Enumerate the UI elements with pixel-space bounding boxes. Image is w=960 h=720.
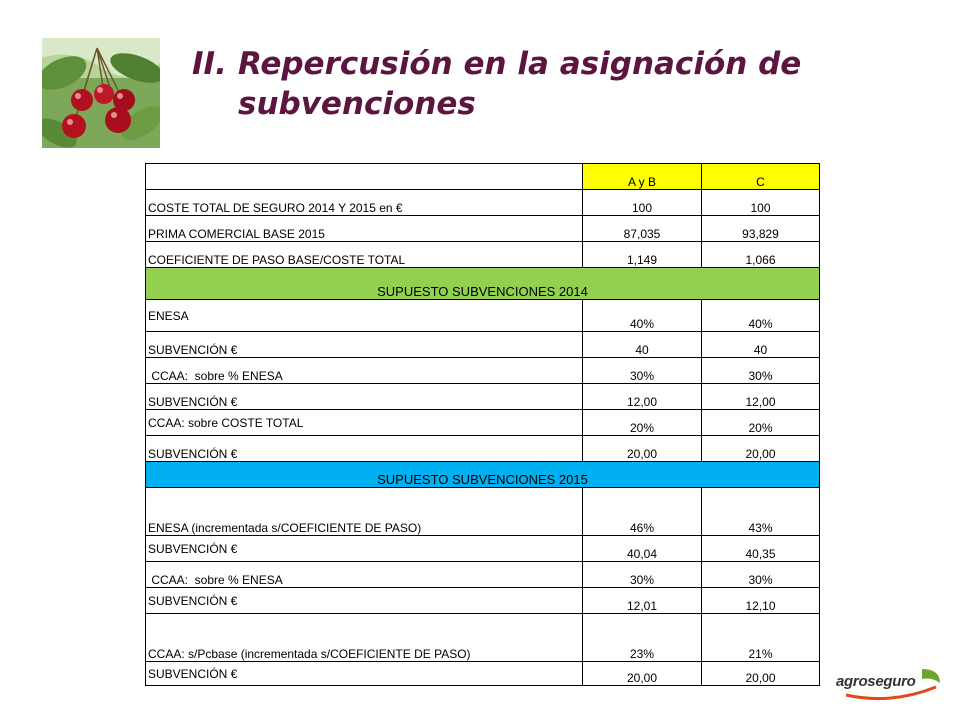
value-c: 30% <box>702 562 820 588</box>
value-c: 100 <box>702 190 820 216</box>
table-row <box>146 384 820 410</box>
value-ab: 23% <box>583 614 702 662</box>
value-c: 93,829 <box>702 216 820 242</box>
title-line-1: Repercusión en la asignación de <box>238 46 802 82</box>
table-row <box>146 410 820 436</box>
table-row <box>146 300 820 332</box>
value-ab: 40% <box>583 300 702 332</box>
section-label-2014: SUPUESTO SUBVENCIONES 2014 <box>146 268 820 300</box>
title-line-2: subvenciones <box>238 86 476 122</box>
row-label: PRIMA COMERCIAL BASE 2015 <box>146 216 583 242</box>
row-label: CCAA: sobre % ENESA <box>146 562 583 588</box>
slide-title <box>192 44 932 124</box>
header-empty-cell <box>146 164 583 190</box>
value-c: 40,35 <box>702 536 820 562</box>
value-ab: 30% <box>583 358 702 384</box>
value-ab: 20% <box>583 410 702 436</box>
value-c: 20,00 <box>702 662 820 686</box>
value-ab: 1,149 <box>583 242 702 268</box>
value-c: 21% <box>702 614 820 662</box>
title-number: II. <box>192 46 227 82</box>
value-ab: 20,00 <box>583 436 702 462</box>
value-c: 12,00 <box>702 384 820 410</box>
value-ab: 12,01 <box>583 588 702 614</box>
table-row <box>146 358 820 384</box>
row-label: COEFICIENTE DE PASO BASE/COSTE TOTAL <box>146 242 583 268</box>
value-ab: 40 <box>583 332 702 358</box>
value-ab: 30% <box>583 562 702 588</box>
header-c: C <box>702 164 820 190</box>
row-label: SUBVENCIÓN € <box>146 536 583 562</box>
agroseguro-logo <box>836 665 946 705</box>
table-row <box>146 488 820 536</box>
row-label: SUBVENCIÓN € <box>146 332 583 358</box>
table-row <box>146 562 820 588</box>
value-c: 20% <box>702 410 820 436</box>
table-row <box>146 536 820 562</box>
value-ab: 87,035 <box>583 216 702 242</box>
value-c: 43% <box>702 488 820 536</box>
section-row-2015 <box>146 462 820 488</box>
table-row <box>146 436 820 462</box>
value-c: 20,00 <box>702 436 820 462</box>
row-label: SUBVENCIÓN € <box>146 662 583 686</box>
table-row <box>146 614 820 662</box>
subsidy-table <box>145 163 820 686</box>
row-label: ENESA (incrementada s/COEFICIENTE DE PASO) <box>146 488 583 536</box>
value-c: 40 <box>702 332 820 358</box>
value-ab: 40,04 <box>583 536 702 562</box>
value-c: 12,10 <box>702 588 820 614</box>
table-row <box>146 588 820 614</box>
cherries-photo <box>42 38 160 148</box>
table-row <box>146 216 820 242</box>
header-ab: A y B <box>583 164 702 190</box>
value-ab: 12,00 <box>583 384 702 410</box>
row-label: SUBVENCIÓN € <box>146 384 583 410</box>
row-label: CCAA: sobre % ENESA <box>146 358 583 384</box>
table-row <box>146 332 820 358</box>
table-row <box>146 662 820 686</box>
row-label: CCAA: s/Pcbase (incrementada s/COEFICIENTE DE PASO) <box>146 614 583 662</box>
value-ab: 100 <box>583 190 702 216</box>
logo-text: agroseguro <box>836 673 916 690</box>
section-label-2015: SUPUESTO SUBVENCIONES 2015 <box>146 462 820 488</box>
row-label: SUBVENCIÓN € <box>146 588 583 614</box>
table-row <box>146 190 820 216</box>
value-ab: 20,00 <box>583 662 702 686</box>
header-row <box>146 164 820 190</box>
value-c: 40% <box>702 300 820 332</box>
logo-swoosh-icon <box>836 665 946 705</box>
value-ab: 46% <box>583 488 702 536</box>
row-label: ENESA <box>146 300 583 332</box>
row-label: COSTE TOTAL DE SEGURO 2014 Y 2015 en € <box>146 190 583 216</box>
row-label: CCAA: sobre COSTE TOTAL <box>146 410 583 436</box>
section-row-2014 <box>146 268 820 300</box>
value-c: 30% <box>702 358 820 384</box>
value-c: 1,066 <box>702 242 820 268</box>
table-row <box>146 242 820 268</box>
row-label: SUBVENCIÓN € <box>146 436 583 462</box>
